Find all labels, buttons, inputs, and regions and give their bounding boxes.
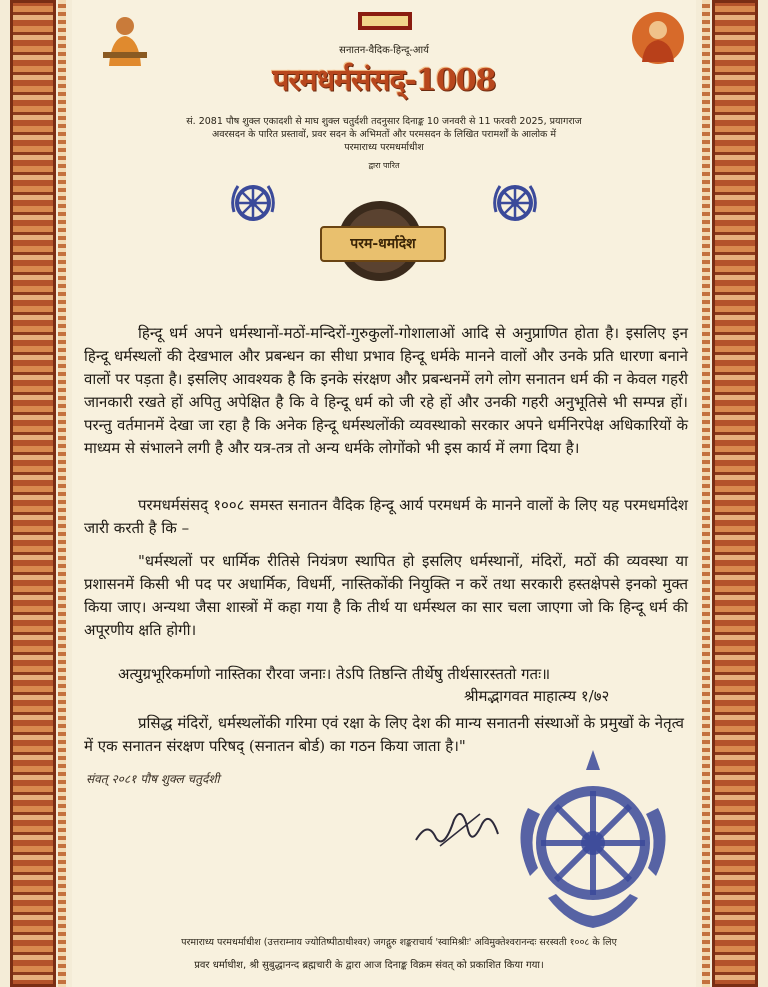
paragraph-intro: हिन्दू धर्म अपने धर्मस्थानों-मठों-मन्दिरों-गुरुकुलों-गोशालाओं आदि से अनुप्राणित होता है। इसलिए इन हिन्दू धर्मस्थलों की देखभाल और प्रबन्धन का सीधा प्रभाव हिन्दू धर्मके मानने वालों और उनके प्रति धारणा बनाने वालों पर पड़ता है। इसलिए आवश्यक है कि इनके संरक्षण और प्रबन्धनमें लगे लोग सनातन धर्म की न केवल गहरी जानकारी रखते हों अपितु अपेक्षित है कि वे हिन्दू धर्म को जी रहे हों और उनकी गहरी अनुभूतिसे भी सम्पन्न हों। परन्तु वर्तमानमें देखा जा रहा है कि अनेक हिन्दू धर्मस्थलोंकी व्यवस्थाको सरकार अपने धर्मनिरपेक्ष अधिकारियों के माध्यम से संभालने लगी है और यत्र-तत्र तो अन्य धर्मके लोगोंको भी इस कार्य में लगा दिया है। <box>84 324 688 457</box>
signature-mark <box>410 800 510 860</box>
dharma-chakra-icon <box>228 178 278 228</box>
passed-by-line: द्वारा पारित <box>368 161 400 170</box>
shloka-verse: अत्युग्रभूरिकर्माणो नास्तिका रौरवा जनाः। तेऽपि तिष्ठन्ति तीर्थेषु तीर्थसारस्ततो गतः॥ <box>118 665 551 683</box>
session-line: सं. 2081 पौष शुक्ल एकादशी से माघ शुक्ल चतुर्दशी तदनुसार दिनाङ्क 10 जनवरी से 11 फरवरी 2025, प्रयागराज <box>186 116 582 127</box>
resolution-line: अवरसदन के पारित प्रस्तावों, प्रवर सदन के अभिमतों और परमसदन के लिखित परामर्शों के आलोक में <box>211 129 557 140</box>
top-emblem-icon <box>358 10 412 32</box>
main-title: परमधर्मसंसद्-1008 <box>272 63 496 98</box>
authority-line: परमाराध्य परमधर्माधीश <box>344 142 424 153</box>
footer-line-1: परमाराध्य परमधर्माधीश (उत्तराम्नाय ज्योतिष्पीठाधीश्वर) जगद्गुरु शङ्कराचार्य 'स्वामिश्रीः' अविमुक्तेश्वरानन्दः सरस्वती १००८ के लिए <box>181 937 617 948</box>
paragraph-board: प्रसिद्ध मंदिरों, धर्मस्थलोंकी गरिमा एवं रक्षा के लिए देश की मान्य सनातनी संस्थाओं के प्रमुखों के नेतृत्व में एक सनातन संरक्षण परिषद् (सनातन बोर्ड) का गठन किया जाता है।" <box>84 714 684 755</box>
paragraph-decree: "धर्मस्थलों पर धार्मिक रीतिसे नियंत्रण स्थापित हो इसलिए धर्मस्थानों, मंदिरों, मठों की व्यवस्था या प्रशासनमें किसी भी पद पर अधार्मिक, विधर्मी, नास्तिकोंकी नियुक्ति न करें तथा सरकारी हस्तक्षेपसे इनको मुक्त किया जाए। अन्यथा जैसा शास्त्रों में कहा गया है कि तीर्थ या धर्मस्थल का सार चला जाएगा जो कि हिन्दू धर्म की अपूरणीय क्षति होगी। <box>84 552 688 639</box>
seal-label: परम-धर्मादेश <box>320 226 446 262</box>
shloka-source: श्रीमद्भागवत माहात्म्य १/७२ <box>464 687 610 705</box>
dharma-chakra-icon <box>490 178 540 228</box>
dharma-chakra-stamp-icon <box>508 748 678 938</box>
footer-line-2: प्रवर धर्माधीश, श्री सुबुद्धानन्द ब्रह्मचारी के द्वारा आज दिनाङ्क विक्रम संवत् को प्रकाशित किया गया। <box>194 960 544 971</box>
sub-title: सनातन-वैदिक-हिन्दू-आर्य <box>339 45 429 56</box>
paragraph-declaration: परमधर्मसंसद् १००८ समस्त सनातन वैदिक हिन्दू आर्य परमधर्म के मानने वालों के लिए यह परमधर्मादेश जारी करती है कि – <box>84 496 688 537</box>
date-line: संवत् २०८१ पौष शुक्ल चतुर्दशी <box>86 772 220 786</box>
